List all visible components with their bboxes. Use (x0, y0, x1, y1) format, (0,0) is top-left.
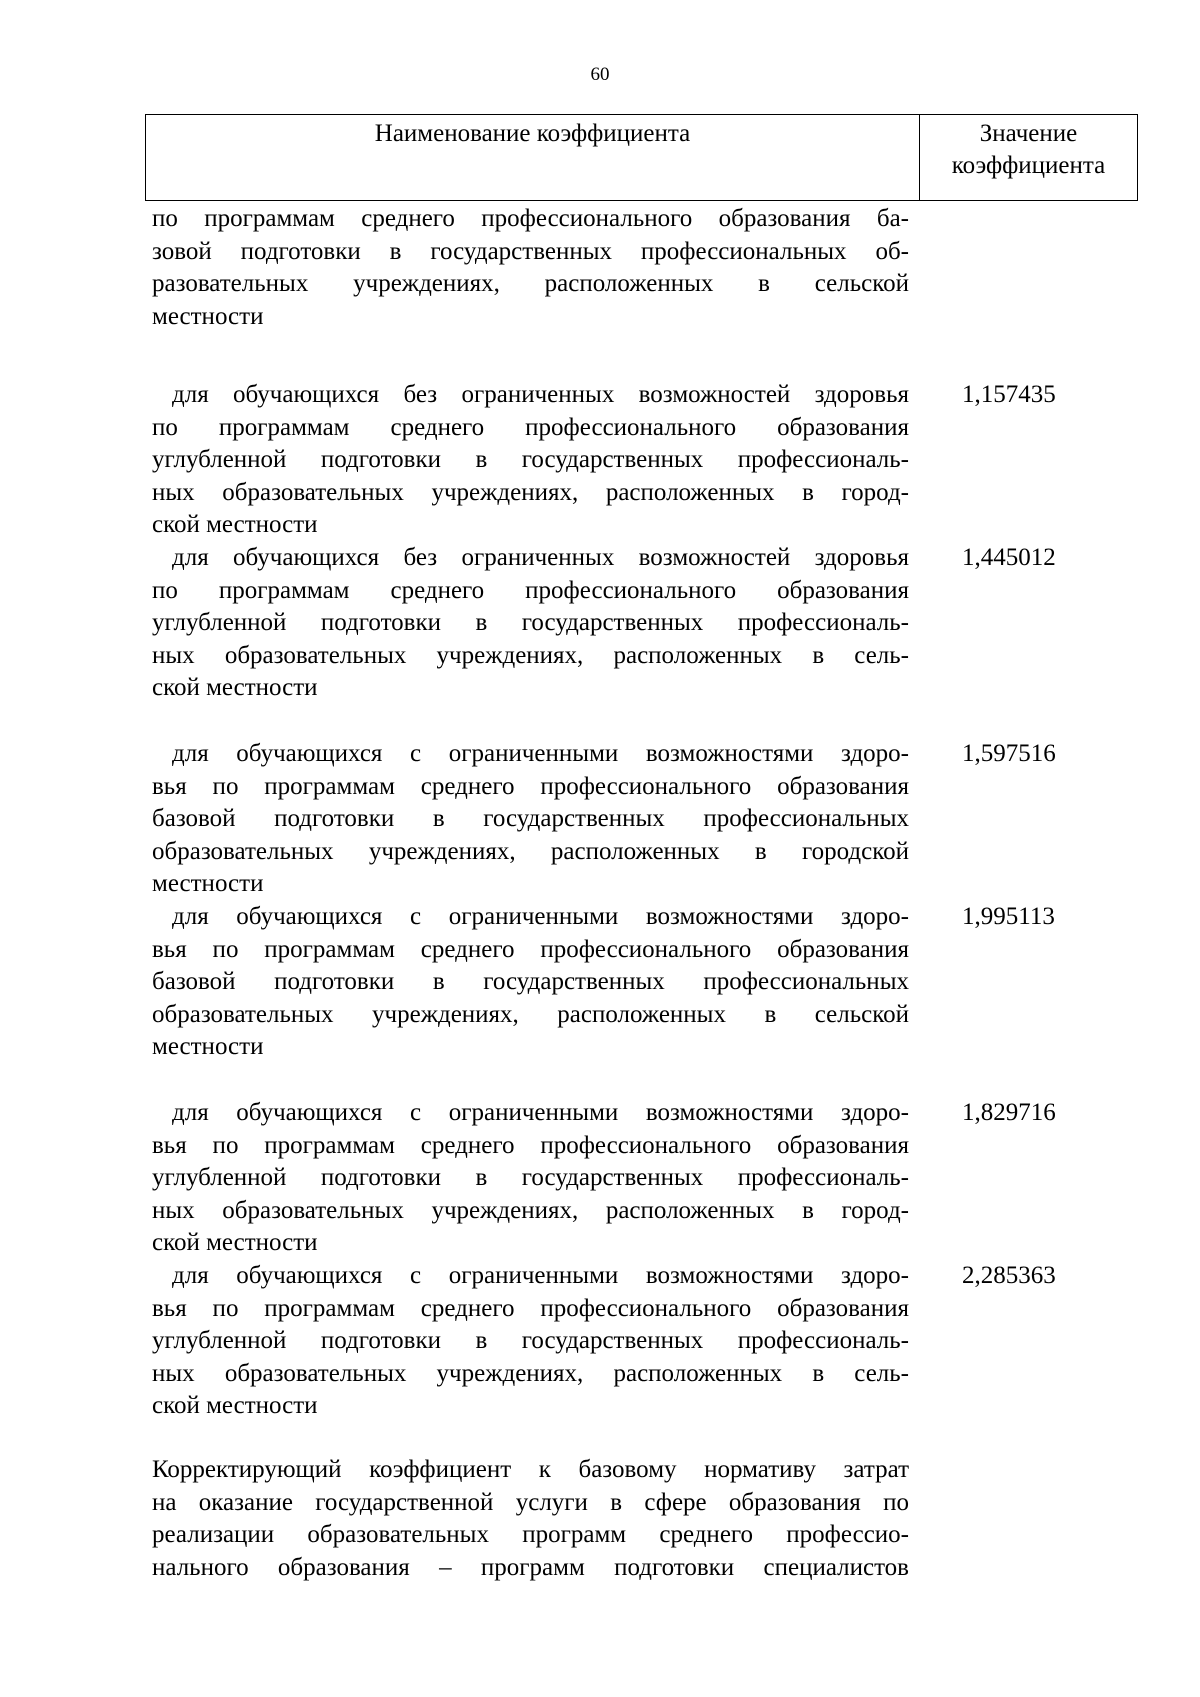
text-line: реализации образовательных программ среднего профессио- (152, 1521, 909, 1549)
text-line: образовательных учреждениях, расположенных в сельской (152, 1000, 909, 1028)
text-line: местности (152, 1033, 264, 1061)
header-value-line1: Значение (979, 120, 1078, 147)
text-line: для обучающихся с ограниченными возможностями здоро- (172, 1099, 909, 1126)
coefficient-row-3 (152, 738, 909, 901)
text-line: вья по программам среднего профессионального образования (152, 1131, 909, 1159)
text-line: для обучающихся без ограниченных возможностей здоровья (172, 381, 909, 408)
text-line: по программам среднего профессионального образования (152, 413, 909, 441)
coefficient-row-2 (152, 542, 909, 705)
header-value-line2: коэффициента (951, 152, 1106, 179)
text-line: для обучающихся с ограниченными возможностями здоро- (172, 903, 909, 930)
text-line: на оказание государственной услуги в сфере образования по (152, 1488, 909, 1516)
text-line: ской местности (152, 511, 318, 539)
text-line: для обучающихся с ограниченными возможностями здоро- (172, 1262, 909, 1289)
text-line: углубленной подготовки в государственных профессиональ- (152, 1327, 909, 1355)
page-number: 60 (590, 64, 610, 85)
text-line: нального образования – программ подготовки специалистов (152, 1553, 909, 1581)
text-line: углубленной подготовки в государственных профессиональ- (152, 446, 909, 474)
coefficient-value-1: 1,157435 (962, 381, 1056, 408)
text-line: для обучающихся с ограниченными возможностями здоро- (172, 740, 909, 767)
text-line: образовательных учреждениях, расположенных в городской (152, 837, 909, 865)
text-line: зовой подготовки в государственных профессиональных об- (152, 237, 909, 265)
text-line: ской местности (152, 674, 318, 702)
text-line: ных образовательных учреждениях, расположенных в сель- (152, 641, 909, 669)
text-line: по программам среднего профессионального образования (152, 576, 909, 604)
text-line: ных образовательных учреждениях, расположенных в город- (152, 1196, 909, 1224)
text-line: по программам среднего профессионального образования ба- (152, 205, 909, 232)
continuation-text (152, 203, 909, 333)
table-header (145, 114, 1138, 201)
text-line: углубленной подготовки в государственных профессиональ- (152, 609, 909, 637)
coefficient-row-5 (152, 1097, 909, 1260)
coefficient-value-2: 1,445012 (962, 544, 1056, 571)
coefficient-value-3: 1,597516 (962, 740, 1056, 767)
coefficient-value-6: 2,285363 (962, 1262, 1056, 1289)
text-line: для обучающихся без ограниченных возможностей здоровья (172, 544, 909, 571)
text-line: ных образовательных учреждениях, расположенных в сель- (152, 1359, 909, 1387)
text-line: углубленной подготовки в государственных профессиональ- (152, 1164, 909, 1192)
header-name-cell: Наименование коэффициента (146, 115, 920, 200)
text-line: базовой подготовки в государственных профессиональных (152, 968, 909, 996)
text-line: ской местности (152, 1392, 318, 1420)
text-line: местности (152, 302, 264, 330)
text-line: разовательных учреждениях, расположенных в сельской (152, 270, 909, 298)
text-line: вья по программам среднего профессионального образования (152, 772, 909, 800)
section-heading-text (152, 1454, 909, 1584)
coefficient-row-4 (152, 901, 909, 1064)
text-line: ской местности (152, 1229, 318, 1257)
text-line: Корректирующий коэффициент к базовому нормативу затрат (152, 1456, 909, 1483)
text-line: местности (152, 870, 264, 898)
header-value-cell (920, 115, 1137, 200)
text-line: вья по программам среднего профессионального образования (152, 1294, 909, 1322)
text-line: базовой подготовки в государственных профессиональных (152, 805, 909, 833)
coefficient-value-5: 1,829716 (962, 1099, 1056, 1126)
text-line: вья по программам среднего профессионального образования (152, 935, 909, 963)
coefficient-row-1 (152, 379, 909, 542)
coefficient-row-6 (152, 1260, 909, 1423)
coefficient-value-4: 1,995113 (962, 903, 1055, 930)
text-line: ных образовательных учреждениях, расположенных в город- (152, 478, 909, 506)
